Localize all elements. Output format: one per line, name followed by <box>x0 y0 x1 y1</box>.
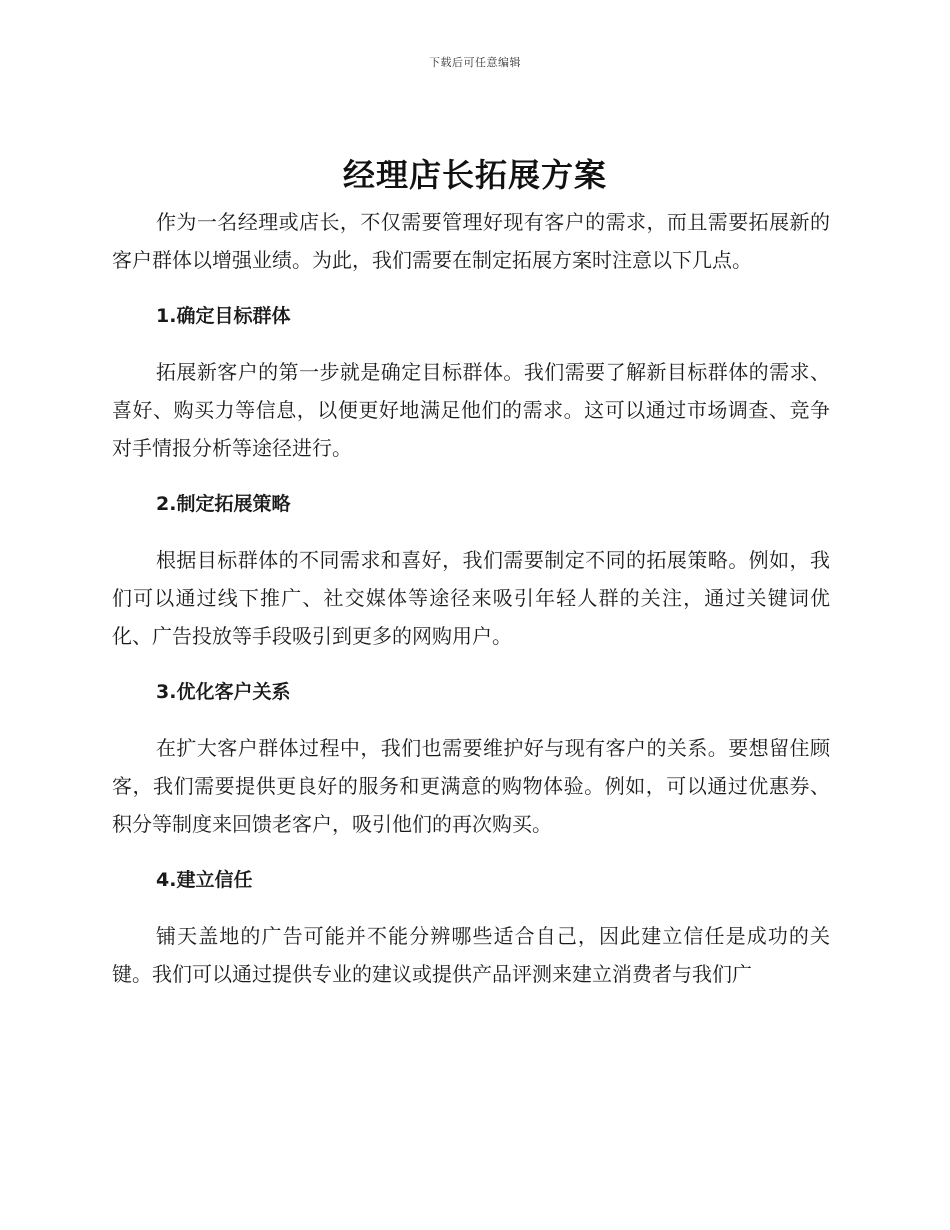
intro-paragraph: 作为一名经理或店长，不仅需要管理好现有客户的需求，而且需要拓展新的客户群体以增强业绩。为此，我们需要在制定拓展方案时注意以下几点。 <box>112 210 830 272</box>
section-heading-3: 3.优化客户关系 <box>156 681 291 703</box>
section-heading-2: 2.制定拓展策略 <box>156 493 291 515</box>
header-note: 下载后可任意编辑 <box>429 56 521 69</box>
document-body <box>112 203 830 993</box>
section-heading-4: 4.建立信任 <box>156 869 253 891</box>
section-heading-1: 1.确定目标群体 <box>156 305 291 327</box>
section-body-4: 铺天盖地的广告可能并不能分辨哪些适合自己，因此建立信任是成功的关键。我们可以通过提供专业的建议或提供产品评测来建立消费者与我们广 <box>112 924 830 986</box>
section-body-1: 拓展新客户的第一步就是确定目标群体。我们需要了解新目标群体的需求、喜好、购买力等信息，以便更好地满足他们的需求。这可以通过市场调查、竞争对手情报分析等途径进行。 <box>112 360 830 460</box>
document-title: 经理店长拓展方案 <box>342 156 607 194</box>
section-body-2: 根据目标群体的不同需求和喜好，我们需要制定不同的拓展策略。例如，我们可以通过线下推广、社交媒体等途径来吸引年轻人群的关注，通过关键词优化、广告投放等手段吸引到更多的网购用户。 <box>112 548 830 648</box>
section-body-3: 在扩大客户群体过程中，我们也需要维护好与现有客户的关系。要想留住顾客，我们需要提供更良好的服务和更满意的购物体验。例如，可以通过优惠券、积分等制度来回馈老客户，吸引他们的再次购买。 <box>112 736 830 836</box>
